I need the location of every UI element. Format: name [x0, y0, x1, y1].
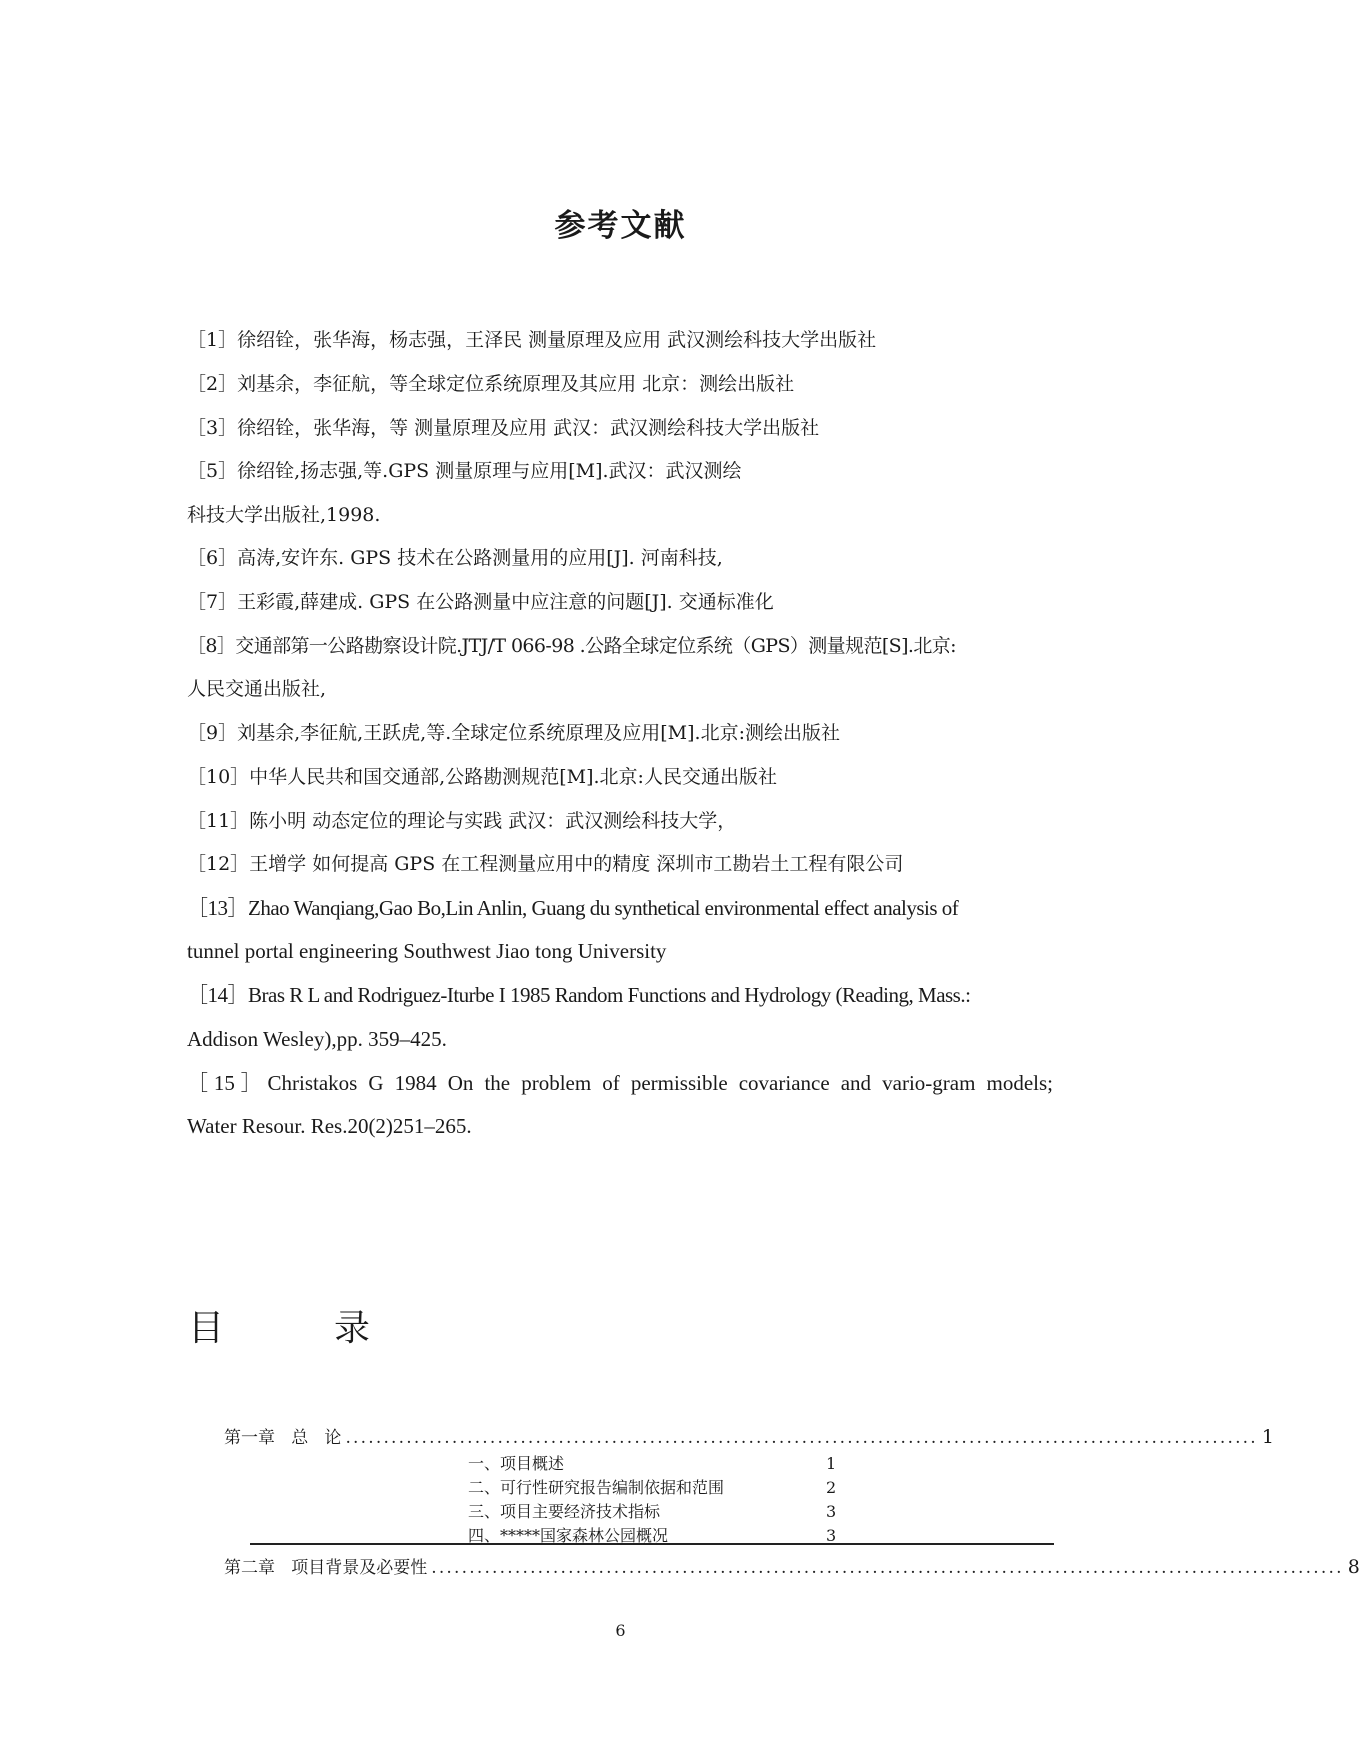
reference-line: tunnel portal engineering Southwest Jiao tong University	[187, 939, 667, 963]
reference-line: ［12］王增学 如何提高 GPS 在工程测量应用中的精度 深圳市工勘岩土工程有限公司	[187, 853, 904, 875]
reference-line: ［9］刘基余,李征航,王跃虎,等.全球定位系统原理及应用[M].北京:测绘出版社	[187, 722, 840, 744]
reference-line: ［10］中华人民共和国交通部,公路勘测规范[M].北京:人民交通出版社	[187, 766, 777, 788]
toc-divider	[250, 1543, 1054, 1545]
toc-section[interactable]	[468, 1500, 868, 1524]
reference-line: ［11］陈小明 动态定位的理论与实践 武汉：武汉测绘科技大学，	[187, 810, 737, 832]
reference-line: ［13］Zhao Wanqiang,Gao Bo,Lin Anlin, Guang du synthetical environmental effect analysis of	[187, 896, 959, 920]
toc-chapter-page: 1	[1261, 1426, 1274, 1448]
toc-chapter-page: 8	[1347, 1556, 1360, 1578]
toc-section-label: 一、项目概述	[468, 1454, 565, 1473]
toc-section-page: 3	[826, 1502, 837, 1521]
toc-title-right: 录	[334, 1308, 371, 1349]
reference-line: Addison Wesley),pp. 359–425.	[187, 1027, 447, 1051]
reference-line: ［2］刘基余，李征航，等全球定位系统原理及其应用 北京：测绘出版社	[187, 373, 795, 395]
toc-section-page: 1	[826, 1454, 837, 1473]
reference-line: 科技大学出版社,1998.	[187, 504, 381, 526]
toc-chapter-label: 第二章 项目背景及必要性	[224, 1558, 428, 1578]
references-title: 参考文献	[554, 208, 687, 244]
reference-line: ［5］徐绍铨,扬志强,等.GPS 测量原理与应用[M].武汉：武汉测绘	[187, 460, 742, 482]
reference-line: ［8］交通部第一公路勘察设计院.JTJ/T 066-98 .公路全球定位系统（GPS）测量规范[S].北京:	[187, 635, 956, 657]
reference-line: ［15］Christakos G 1984 On the problem of permissible covariance and vario-gram models;	[187, 1071, 1053, 1095]
toc-section[interactable]	[468, 1452, 868, 1476]
toc-chapter-1[interactable]	[224, 1424, 1274, 1450]
toc-chapter-label: 第一章 总 论	[224, 1428, 342, 1448]
toc-section-label: 三、项目主要经济技术指标	[468, 1502, 661, 1521]
toc-section-page: 2	[826, 1478, 837, 1497]
reference-line: 人民交通出版社,	[187, 678, 327, 700]
toc-section-label: 四、*****国家森林公园概况	[468, 1526, 669, 1545]
toc-title	[188, 1300, 370, 1351]
reference-line: ［14］Bras R L and Rodriguez-Iturbe I 1985 Random Functions and Hydrology (Reading, Mass.:	[187, 983, 971, 1007]
reference-line: Water Resour. Res.20(2)251–265.	[187, 1114, 472, 1138]
reference-line: ［1］徐绍铨，张华海，杨志强，王泽民 测量原理及应用 武汉测绘科技大学出版社	[187, 329, 877, 351]
toc-title-left: 目	[188, 1308, 225, 1349]
toc-chapter-2[interactable]	[224, 1554, 1360, 1580]
toc-leader-dots: ........................................................................................................................	[345, 1428, 1258, 1448]
reference-line: ［3］徐绍铨，张华海，等 测量原理及应用 武汉：武汉测绘科技大学出版社	[187, 417, 820, 439]
reference-line: ［6］高涛,安许东. GPS 技术在公路测量用的应用[J]. 河南科技,	[187, 547, 723, 569]
toc-section[interactable]	[468, 1476, 868, 1500]
reference-line: ［7］王彩霞,薛建成. GPS 在公路测量中应注意的问题[J]. 交通标准化	[187, 591, 774, 613]
page-number: 6	[615, 1621, 626, 1640]
toc-section-label: 二、可行性研究报告编制依据和范围	[468, 1478, 725, 1497]
toc-section-page: 3	[826, 1526, 837, 1545]
toc-leader-dots: ........................................................................................................................	[431, 1558, 1344, 1578]
